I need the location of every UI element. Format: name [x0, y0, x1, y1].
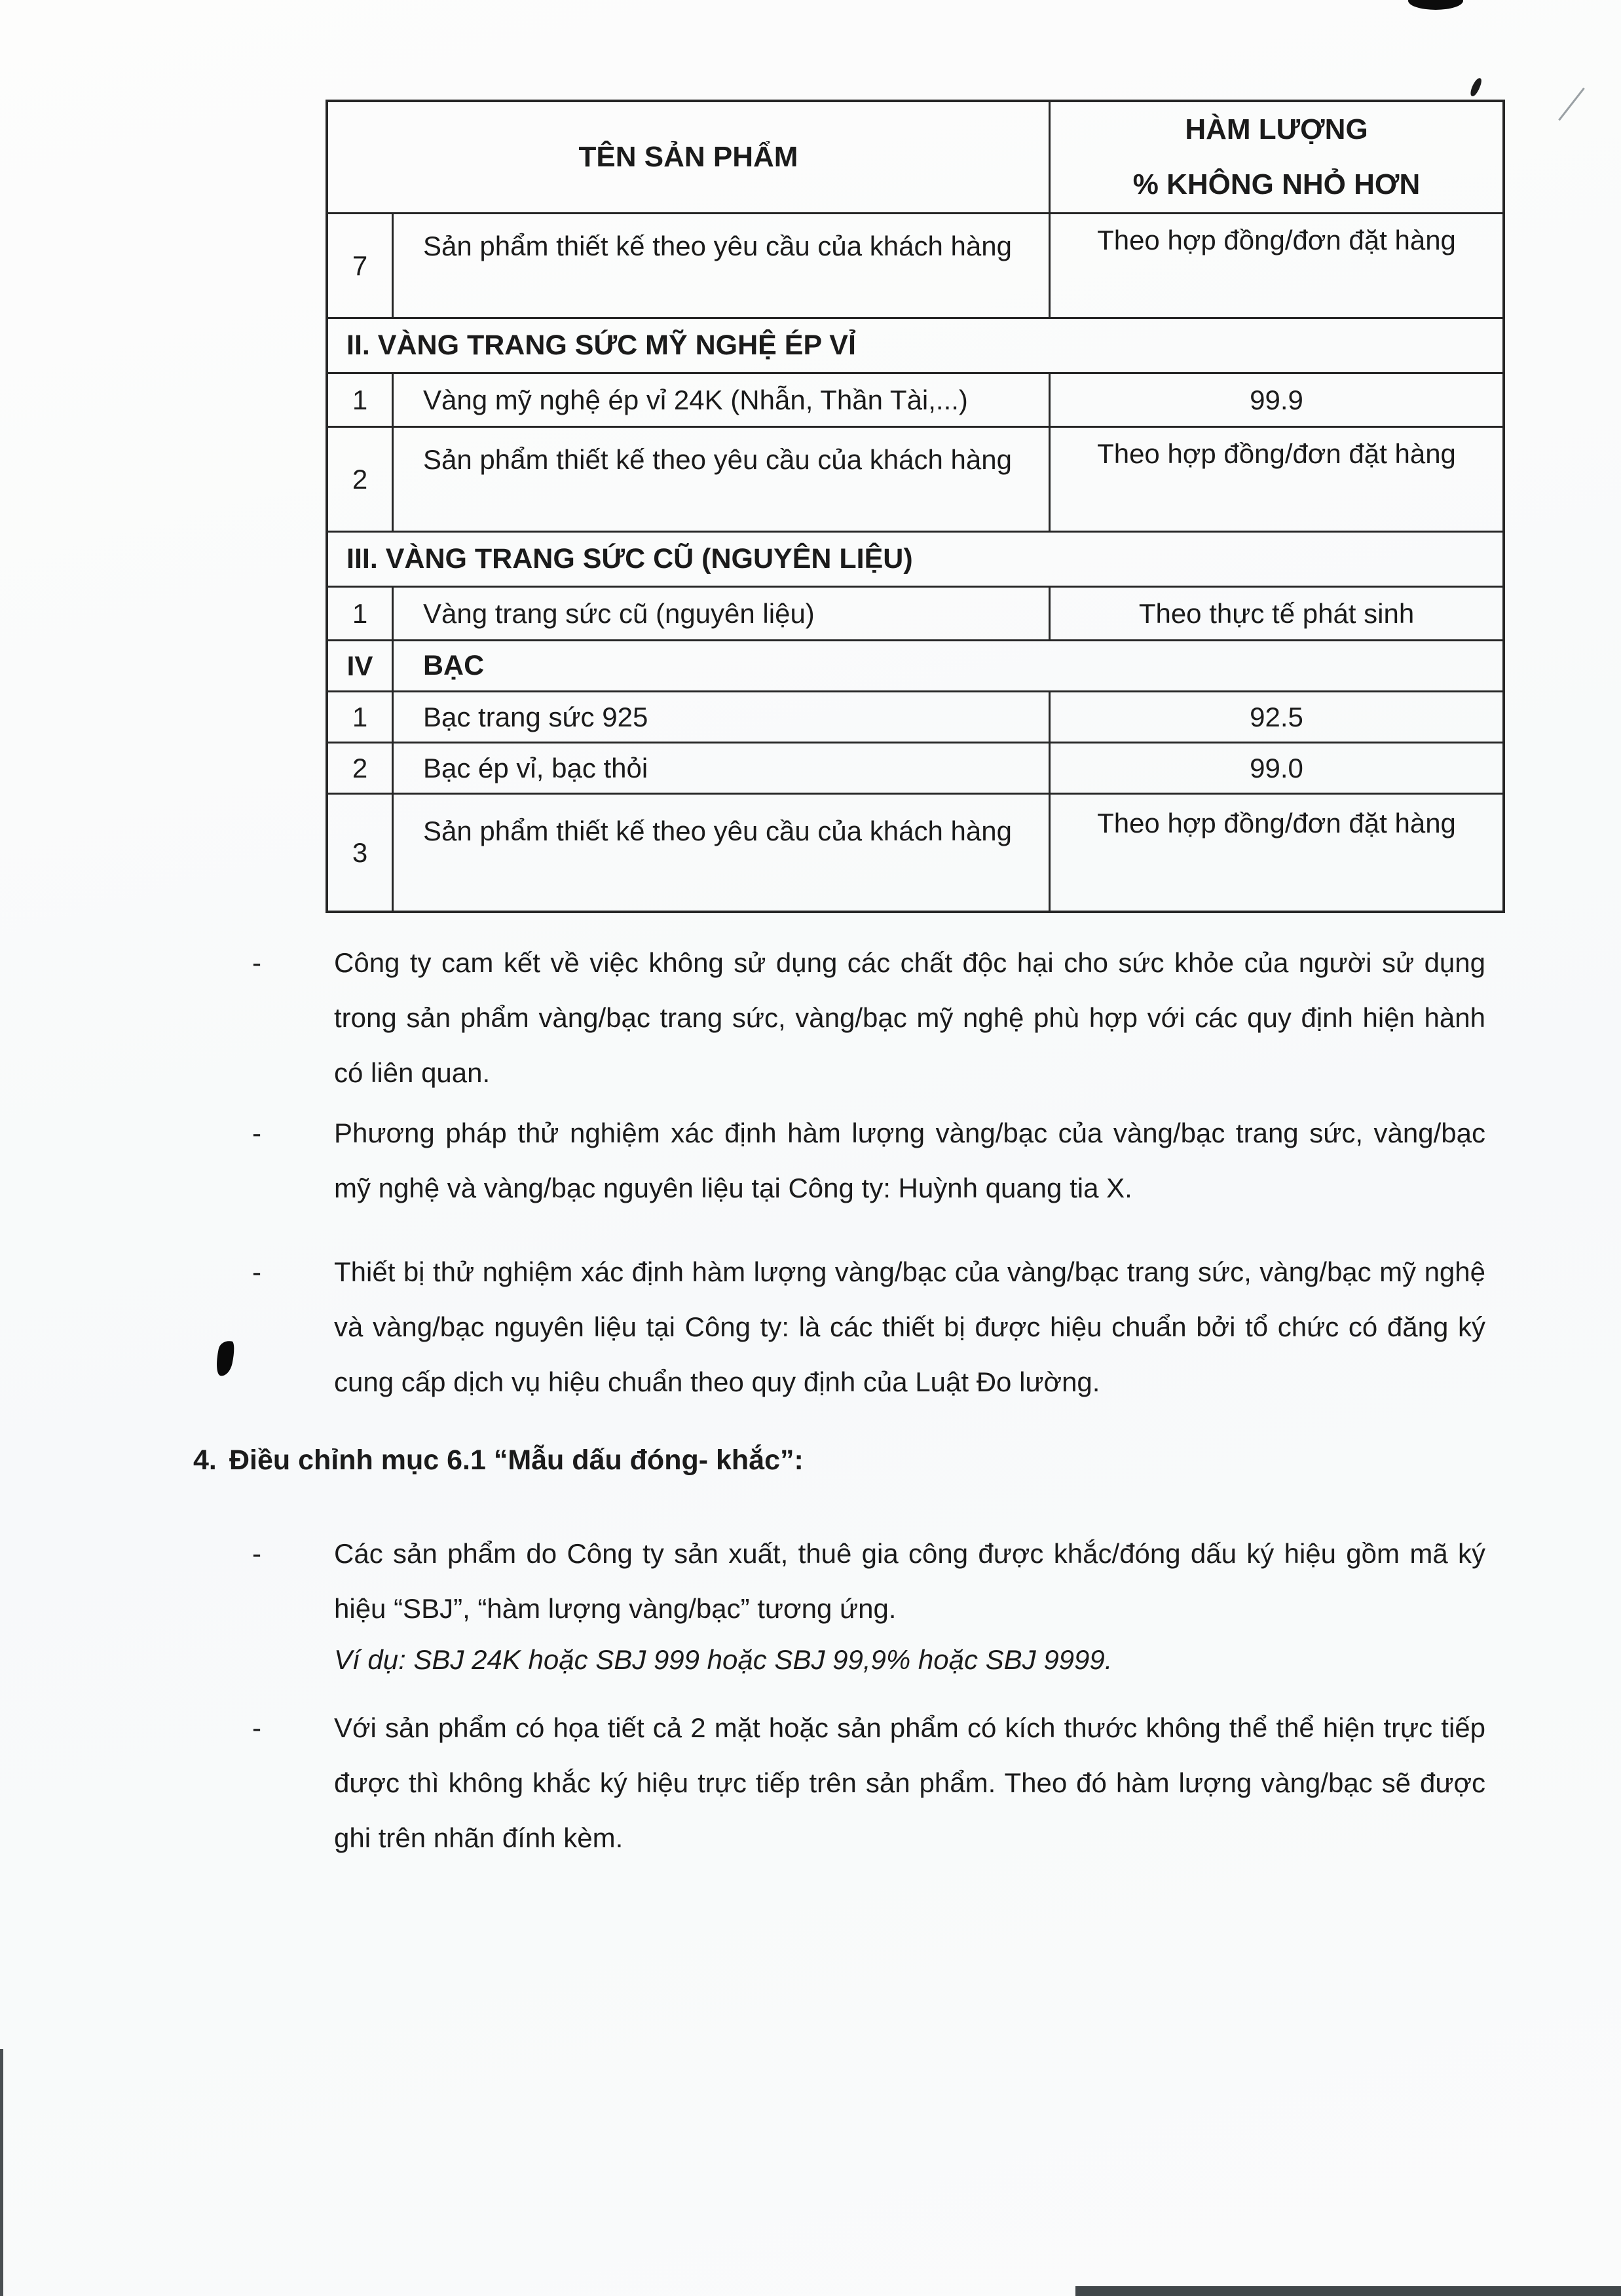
product-name-cell: Vàng trang sức cũ (nguyên liệu)	[394, 588, 1051, 639]
content-value-cell: Theo hợp đồng/đơn đặt hàng	[1097, 225, 1456, 255]
section-number: 4.	[193, 1444, 217, 1476]
scan-ink-blob	[1408, 0, 1463, 10]
bullet-paragraph	[252, 1106, 1487, 1216]
row-number-cell: 2	[328, 428, 394, 531]
section-heading-title: Điều chỉnh mục 6.1 “Mẫu dấu đóng- khắc”:	[229, 1444, 804, 1476]
bullet-text: Công ty cam kết về việc không sử dụng các chất độc hại cho sức khỏe của người sử dụng trong sản phẩm vàng/bạc trang sức, vàng/bạc mỹ nghệ phù hợp với các quy định hiện hành có liên quan.	[334, 947, 1485, 1088]
bullet-dash: -	[252, 1712, 261, 1743]
bullet-dash: -	[252, 947, 261, 978]
section-heading	[193, 1444, 804, 1477]
row-number-cell: IV	[328, 641, 394, 690]
row-number-cell: 1	[328, 692, 394, 742]
row-number-cell: 1	[328, 374, 394, 426]
bullet-text: Phương pháp thử nghiệm xác định hàm lượng vàng/bạc của vàng/bạc trang sức, vàng/bạc mỹ nghệ và vàng/bạc nguyên liệu tại Công ty: Huỳnh quang tia X.	[334, 1118, 1485, 1203]
bullet-paragraph	[252, 1526, 1487, 1636]
section-title: II. VÀNG TRANG SỨC MỸ NGHỆ ÉP VỈ	[346, 329, 856, 361]
product-name-cell: Bạc ép vỉ, bạc thỏi	[394, 743, 1051, 793]
section-row	[328, 531, 1502, 586]
product-name-cell: Bạc trang sức 925	[394, 692, 1051, 742]
table-row	[328, 742, 1502, 793]
example-text: Ví dụ: SBJ 24K hoặc SBJ 999 hoặc SBJ 99,9% hoặc SBJ 9999.	[334, 1644, 1113, 1675]
section-row	[328, 317, 1502, 372]
section-row	[328, 639, 1502, 690]
bullet-paragraph	[252, 935, 1487, 1101]
table-row	[328, 586, 1502, 639]
product-name-cell: Vàng mỹ nghệ ép vỉ 24K (Nhẫn, Thần Tài,...)	[394, 374, 1051, 426]
header-content-percent	[1051, 102, 1502, 212]
section-title: III. VÀNG TRANG SỨC CŨ (NGUYÊN LIỆU)	[346, 543, 913, 574]
bullet-paragraph	[252, 1245, 1487, 1410]
section-title: BẠC	[423, 650, 485, 681]
table-header-row	[328, 102, 1502, 212]
scan-edge-bottom	[1075, 2286, 1621, 2296]
content-value-cell: Theo hợp đồng/đơn đặt hàng	[1097, 438, 1456, 469]
bullet-text: Các sản phẩm do Công ty sản xuất, thuê gia công được khắc/đóng dấu ký hiệu gồm mã ký hiệu “SBJ”, “hàm lượng vàng/bạc” tương ứng.	[334, 1538, 1485, 1624]
row-number-cell: 2	[328, 743, 394, 793]
header-product-name: TÊN SẢN PHẨM	[328, 102, 1051, 212]
content-value-cell: 99.9	[1250, 384, 1303, 415]
product-name-cell: Sản phẩm thiết kế theo yêu cầu của khách hàng	[394, 214, 1051, 317]
table-row	[328, 212, 1502, 317]
content-value-cell: Theo thực tế phát sinh	[1138, 597, 1415, 629]
content-value-cell: 92.5	[1250, 701, 1303, 732]
table-row	[328, 372, 1502, 426]
handwritten-pen-mark	[214, 1339, 237, 1378]
row-number-cell: 1	[328, 588, 394, 639]
bullet-paragraph	[252, 1701, 1487, 1866]
pen-tick-mark	[1469, 77, 1483, 98]
bullet-dash: -	[252, 1256, 261, 1287]
bullet-text: Với sản phẩm có họa tiết cả 2 mặt hoặc sản phẩm có kích thước không thể thể hiện trực tiếp được thì không khắc ký hiệu trực tiếp trên sản phẩm. Theo đó hàm lượng vàng/bạc sẽ được ghi trên nhãn đính kèm.	[334, 1712, 1485, 1853]
bullet-text: Thiết bị thử nghiệm xác định hàm lượng vàng/bạc của vàng/bạc trang sức, vàng/bạc mỹ nghệ và vàng/bạc nguyên liệu tại Công ty: là các thiết bị được hiệu chuẩn bởi tổ chức có đăng ký cung cấp dịch vụ hiệu chuẩn theo quy định của Luật Đo lường.	[334, 1256, 1485, 1397]
product-name-cell: Sản phẩm thiết kế theo yêu cầu của khách hàng	[394, 428, 1051, 531]
header-content-line2: % KHÔNG NHỎ HƠN	[1132, 168, 1421, 200]
bullet-dash: -	[252, 1118, 261, 1148]
product-name-cell: Sản phẩm thiết kế theo yêu cầu của khách hàng	[394, 795, 1051, 911]
product-content-table	[326, 100, 1505, 913]
table-row	[328, 793, 1502, 911]
table-row	[328, 690, 1502, 742]
content-value-cell: 99.0	[1250, 752, 1303, 783]
table-row	[328, 426, 1502, 531]
header-content-line1: HÀM LƯỢNG	[1185, 113, 1368, 145]
row-number-cell: 3	[328, 795, 394, 911]
scan-scratch-line	[1558, 88, 1585, 121]
row-number-cell: 7	[328, 214, 394, 317]
scan-edge-left	[0, 2049, 3, 2296]
content-value-cell: Theo hợp đồng/đơn đặt hàng	[1097, 808, 1456, 838]
bullet-dash: -	[252, 1538, 261, 1569]
